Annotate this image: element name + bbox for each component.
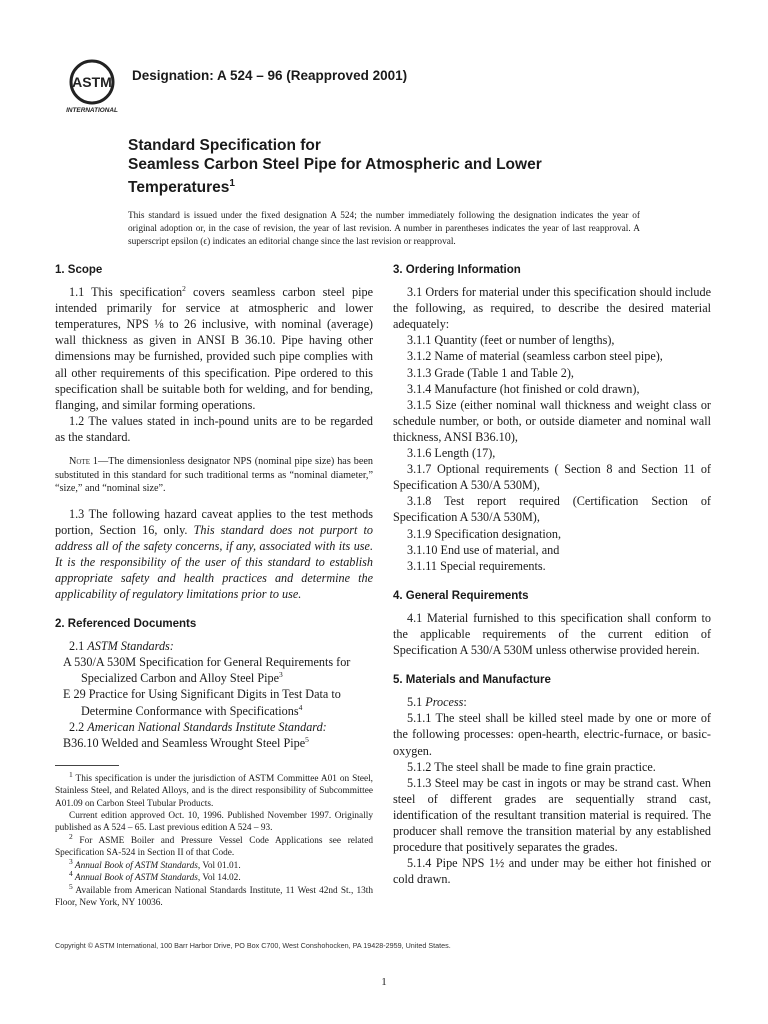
p5-1-label: Process bbox=[425, 695, 464, 710]
fn4-mark: 4 bbox=[69, 869, 73, 878]
astm-logo-mark bbox=[62, 56, 122, 116]
p2-2-label: American National Standards Institute Standard: bbox=[87, 719, 327, 734]
ref-e29-text: E 29 Practice for Using Significant Digits in Test Data to Determine Conformance with Specifications bbox=[63, 687, 341, 718]
section-1-heading: 1. Scope bbox=[55, 264, 103, 276]
ref-a530-footnote: 3 bbox=[279, 670, 283, 680]
item-3-1-7: 3.1.7 Optional requirements ( Section 8 and Section 11 of Specification A 530/A 530M), bbox=[393, 462, 711, 493]
ref-e29-footnote: 4 bbox=[298, 702, 303, 712]
item-3-1-9: 3.1.9 Specification designation, bbox=[407, 526, 562, 541]
fn5-mark: 5 bbox=[69, 881, 73, 891]
item-3-1-5: 3.1.5 Size (either nominal wall thickness and weight class or schedule number, or both, or outside diameter and nominal wall thickness, ANSI B36.10), bbox=[393, 397, 711, 444]
paragraph-1-2: 1.2 The values stated in inch-pound units are to be regarded as the standard. bbox=[55, 413, 373, 444]
p5-1-num: 5.1 bbox=[407, 695, 426, 710]
reference-a530 bbox=[55, 654, 373, 686]
ref-a530-text: A 530/A 530M Specification for General Requirements for Specialized Carbon and Alloy Steel Pipe bbox=[63, 655, 351, 686]
paragraph-4-1: 4.1 Material furnished to this specification shall conform to the applicable requirements of the current edition of Specification A 530/A 530M unless otherwise provided herein. bbox=[393, 610, 711, 658]
document-title bbox=[128, 136, 688, 197]
ref-b36-footnote: 5 bbox=[305, 734, 309, 744]
title-line-1: Standard Specification for bbox=[128, 137, 321, 154]
paragraph-5-1 bbox=[393, 694, 711, 710]
item-3-1-6: 3.1.6 Length (17), bbox=[407, 446, 496, 461]
paragraph-5-1-1: 5.1.1 The steel shall be killed steel made by one or more of the following processes: open-hearth, electric-furnace, or basic-oxygen. bbox=[393, 711, 711, 758]
logo-text: ASTM bbox=[72, 74, 112, 90]
footnote-1 bbox=[55, 769, 373, 810]
item-3-1-1: 3.1.1 Quantity (feet or number of lengths), bbox=[407, 333, 615, 348]
title-line-3-text: Temperatures bbox=[128, 179, 230, 197]
paragraph-2-1 bbox=[55, 638, 373, 654]
ref-b36-text: B36.10 Welded and Seamless Wrought Steel Pipe bbox=[63, 735, 306, 750]
footnote-1b: Current edition approved Oct. 10, 1996. Published November 1997. Originally published as A 524 – 65. Last previous edition A 524 – 93. bbox=[55, 811, 373, 834]
intro-paragraph: This standard is issued under the fixed designation A 524; the number immediately following the designation indicates the year of original adoption or, in the case of revision, the year of last revision. A number in parentheses indicates the year of last reapproval. A superscript epsilon (ϵ) indicates an editorial change since the last revision or reapproval. bbox=[128, 211, 640, 247]
p1-1-text-b: covers seamless carbon steel pipe intended primarily for service at atmospheric and lower temperatures, NPS ⅛ to 26 inclusive, with nominal (average) wall thickness as given in ANSI B 36.10. Pipe having other dimensions may be furnished, provided such pipe complies with all other requirements of this specification. Pipe ordered to this specification shall be suitable both for welding, and for bending, flanging, and similar forming operations. bbox=[55, 285, 374, 412]
fn2-mark: 2 bbox=[69, 831, 73, 841]
reference-b36-10 bbox=[55, 735, 373, 751]
paragraph-5-1-2: 5.1.2 The steel shall be made to fine grain practice. bbox=[407, 759, 656, 774]
note-1 bbox=[55, 455, 373, 496]
paragraph-5-1-3: 5.1.3 Steel may be cast in ingots or may be strand cast. When steel of different grades are sequentially strand cast, identification of the resultant transition material is required. The producer shall remove the transition material by any established procedure that positively separates the grades. bbox=[393, 775, 711, 855]
astm-logo bbox=[62, 56, 122, 116]
fn3-mark: 3 bbox=[69, 856, 73, 866]
footnote-divider bbox=[55, 765, 119, 766]
item-3-1-10: 3.1.10 End use of material, and bbox=[407, 542, 560, 557]
p1-1-footnote-mark: 2 bbox=[182, 284, 186, 294]
p2-1-label: ASTM Standards: bbox=[87, 639, 174, 654]
section-4-heading: 4. General Requirements bbox=[393, 589, 529, 602]
item-3-1-11: 3.1.11 Special requirements. bbox=[407, 558, 546, 573]
fn1-mark: 1 bbox=[69, 769, 73, 779]
fn4-italic: Annual Book of ASTM Standards bbox=[72, 873, 198, 884]
note-text: 1—The dimensionless designator NPS (nominal pipe size) has been substituted in this standard for such traditional terms as “nominal diameter,” “size,” and “nominal size”. bbox=[55, 456, 373, 495]
fn3-rest: , Vol 01.01. bbox=[197, 860, 241, 871]
logo-subtext: INTERNATIONAL bbox=[66, 107, 118, 114]
copyright-notice: Copyright © ASTM International, 100 Barr Harbor Drive, PO Box C700, West Conshohocken, PA 19428-2959, United States. bbox=[55, 941, 451, 950]
p1-3-text: 1.3 The following hazard caveat applies to the test methods portion, Section 16, only. bbox=[55, 506, 373, 537]
right-column bbox=[393, 262, 711, 887]
page-number: 1 bbox=[381, 976, 387, 988]
item-3-1-3: 3.1.3 Grade (Table 1 and Table 2), bbox=[407, 365, 574, 380]
fn3-italic: Annual Book of ASTM Standards bbox=[72, 860, 198, 871]
designation: Designation: A 524 – 96 (Reapproved 2001) bbox=[132, 68, 408, 83]
paragraph-2-2 bbox=[55, 719, 373, 735]
p1-3-caveat: This standard does not purport to address all of the safety concerns, if any, associated with its use. It is the responsibility of the user of this standard to establish appropriate safety and health practices and determine the applicability of regulatory limitations prior to use. bbox=[55, 522, 374, 601]
footnote-3 bbox=[55, 856, 373, 872]
paragraph-5-1-4: 5.1.4 Pipe NPS 1½ and under may be either hot finished or cold drawn. bbox=[393, 856, 711, 887]
fn1-text: This specification is under the jurisdiction of ASTM Committee A01 on Steel, Stainless Steel, and Related Alloys, and is the direct responsibility of Subcommittee A01.09 on Carbon Steel Tubular Products. bbox=[55, 773, 373, 809]
footnote-4 bbox=[55, 869, 373, 884]
p2-1-num: 2.1 bbox=[69, 639, 88, 654]
left-column bbox=[55, 262, 373, 909]
title-line-3 bbox=[128, 174, 688, 197]
fn2-text: For ASME Boiler and Pressure Vessel Code Applications see related Specification SA-524 in Section II of that Code. bbox=[55, 835, 373, 859]
paragraph-1-3 bbox=[55, 506, 373, 603]
item-3-1-2: 3.1.2 Name of material (seamless carbon steel pipe), bbox=[407, 349, 663, 364]
section-2-heading: 2. Referenced Documents bbox=[55, 618, 197, 631]
paragraph-3-1: 3.1 Orders for material under this specification should include the following, as required, to describe the desired material adequately: bbox=[393, 285, 711, 332]
fn4-rest: , Vol 14.02. bbox=[197, 873, 241, 884]
reference-e29 bbox=[55, 686, 373, 718]
p1-1-text-a: 1.1 This specification bbox=[69, 285, 183, 300]
p5-1-colon: : bbox=[463, 695, 467, 710]
p2-2-num: 2.2 bbox=[69, 719, 88, 734]
item-3-1-8: 3.1.8 Test report required (Certification Section of Specification A 530/A 530M), bbox=[393, 494, 711, 525]
title-footnote-mark: 1 bbox=[229, 178, 235, 189]
footnote-2 bbox=[55, 831, 373, 860]
note-label: Note bbox=[69, 456, 90, 468]
paragraph-1-1 bbox=[55, 284, 373, 413]
section-5-heading: 5. Materials and Manufacture bbox=[393, 674, 551, 687]
item-3-1-4: 3.1.4 Manufacture (hot finished or cold drawn), bbox=[407, 381, 640, 396]
title-line-2: Seamless Carbon Steel Pipe for Atmospheric and Lower bbox=[128, 156, 542, 173]
fn5-text: Available from American National Standards Institute, 11 West 42nd St., 13th Floor, New York, NY 10036. bbox=[55, 885, 373, 908]
footnote-5 bbox=[55, 881, 373, 910]
section-3-heading: 3. Ordering Information bbox=[393, 264, 521, 276]
